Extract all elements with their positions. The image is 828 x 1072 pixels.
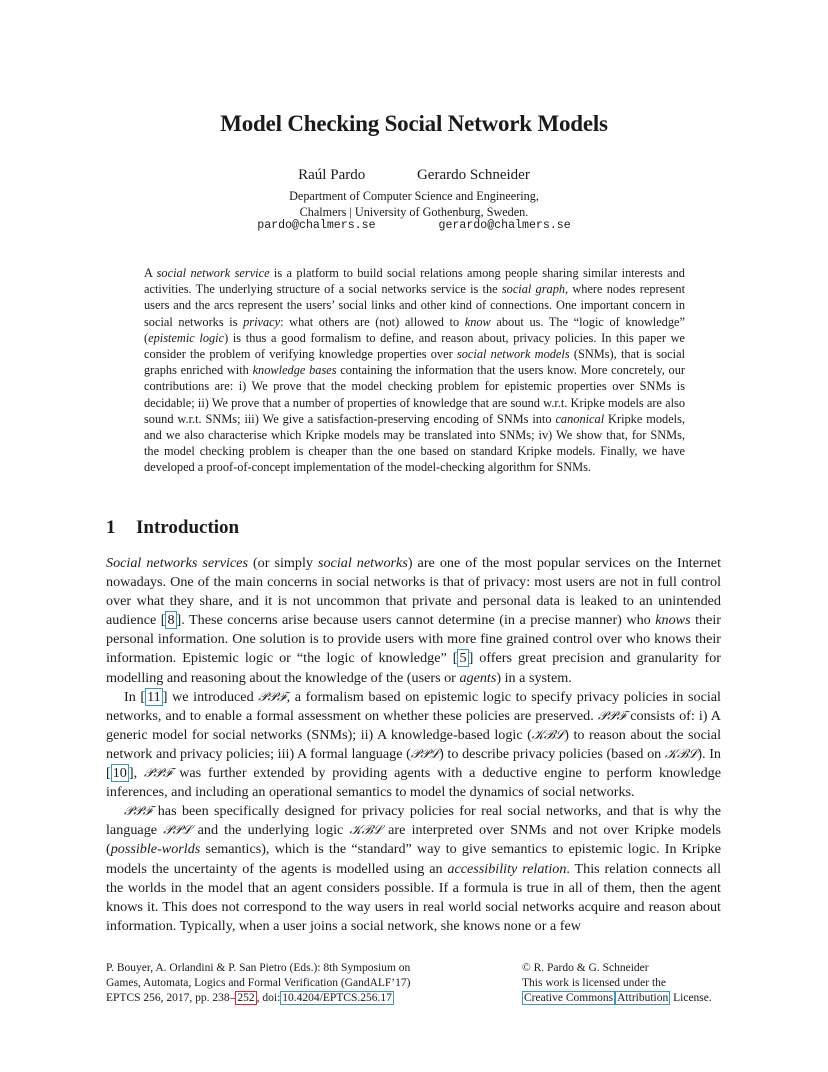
author-name: Raúl Pardo [298,167,366,183]
email-address[interactable]: pardo@chalmers.se [257,219,376,232]
citation-link[interactable]: 11 [147,688,161,705]
citation-link[interactable]: 5 [459,650,467,667]
section-title: Introduction [136,517,240,538]
body-text [106,554,721,936]
paragraph: 𝒫𝒫ℱ has been specifically designed for privacy policies for real social networks, and that is why the language 𝒫𝒫ℒ and the underlying logic 𝒦ℬℒ are interpreted over SNMs and not over Kripke models (possible-worlds semantics), which is the “standard” way to give semantics to epistemic logic. In Kripke models the uncertainty of the agents is modelled using an accessibility relation. This relation connects all the worlds in the model that an agent considers possible. If a formula is true in all of them, then the agent knows it. This does not correspond to the way users in real world social networks acquire and reason about information. Typically, when a user joins a social network, she knows none or a few [106,803,722,934]
author-name: Gerardo Schneider [416,167,530,183]
paper-title: Model Checking Social Network Models [220,111,608,136]
email-address[interactable]: gerardo@chalmers.se [438,219,571,232]
section-number: 1 [106,517,116,538]
abstract: A social network service is a platform to build social relations among people sharing similar interests and activities. The underlying structure of a social networks service is the social graph, where nodes represent users and the arcs represent the users’ social links and other kind of connections. One important concern in social networks is privacy: what others are (not) allowed to know about us. The “logic of knowledge” (epistemic logic) is thus a good formalism to define, and reason about, privacy policies. In this paper we consider the problem of verifying knowledge properties over social network models (SNMs), that is social graphs enriched with knowledge bases containing the information that the users know. More concretely, our contributions are: i) We prove that the model checking problem for epistemic properties over SNMs is decidable; ii) We prove that a number of properties of knowledge that are sound w.r.t. Kripke models are also sound w.r.t. SNMs; iii) We give a satisfaction-preserving encoding of SNMs into canonical Kripke models, and we also characterise which Kripke models may be translated into SNMs; iv) We show that, for SNMs, the model checking problem is cheaper than the one based on standard Kripke models. Finally, we have developed a proof-of-concept implementation of the model-checking algorithm for SNMs. [144,266,685,475]
section-heading [106,517,239,539]
affiliation [0,189,828,220]
citation-link[interactable]: 8 [167,612,175,629]
affiliation-line: Chalmers | University of Gothenburg, Sweden. [299,204,529,219]
venue-footnote: P. Bouyer, A. Orlandini & P. San Pietro (Eds.): 8th Symposium on Games, Automata, Logics and Formal Verification (GandALF’17) EPTCS 256, 2017, pp. 238– 252 , doi: 10.4204/EPTCS.256.17 [106,962,411,1005]
paragraph: In [ 11 ] we introduced 𝒫𝒫ℱ, a formalism based on epistemic logic to specify privacy policies in social networks, and to enable a formal assessment on whether these policies are preserved. 𝒫𝒫ℱ consists of: i) A generic model for social networks (SNMs); ii) A knowledge-based logic (𝒦ℬℒ) to reason about the social network and privacy policies; iii) A formal language (𝒫𝒫ℒ) to describe privacy policies (based on 𝒦ℬℒ). In [ 10 ], 𝒫𝒫ℱ was further extended by providing agents with a deductive engine to perform knowledge inferences, and including an operational semantics to model the dynamics of social networks. [106,688,722,801]
affiliation-line: Department of Computer Science and Engineering, [289,189,539,203]
creative-commons-link[interactable]: Creative Commons [524,992,614,1005]
copyright-line: © R. Pardo & G. Schneider [522,962,649,974]
attribution-link[interactable]: Attribution [617,992,669,1005]
paragraph: Social networks services (or simply social networks) are one of the most popular services on the Internet nowadays. One of the main concerns in social networks is that of privacy: most users are not in full control over what they share, and it is not uncommon that private and personal data is leaked to an unintended audience [ 8 ]. These concerns arise because users cannot determine (in a precise manner) who knows their personal information. One solution is to provide users with more fine grained control over who knows their information. Epistemic logic or “the logic of knowledge” [ 5 ] offers great precision and granularity for modelling and reasoning about the knowledge of the (users or agents) in a system. [106,555,721,686]
license-footnote: © R. Pardo & G. Schneider This work is licensed under the Creative Commons Attribution License. [522,961,732,1007]
doi-link[interactable]: 10.4204/EPTCS.256.17 [282,992,392,1005]
citation-link[interactable]: 10 [112,765,127,782]
author-emails [0,219,828,232]
author-list [0,167,828,184]
last-page-link[interactable]: 252 [237,992,255,1005]
